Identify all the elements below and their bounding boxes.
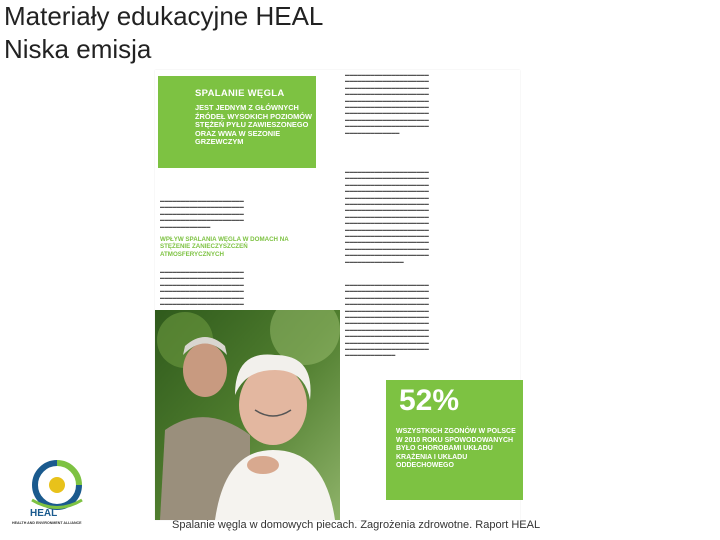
- coal-burning-box: [158, 76, 316, 168]
- elderly-couple-photo: [155, 310, 340, 520]
- text-column-right-3: ▬▬▬▬▬▬▬▬▬▬▬▬▬▬▬▬▬▬▬▬ ▬▬▬▬▬▬▬▬▬▬▬▬▬▬▬▬▬▬▬▬ ▬▬▬▬▬▬▬▬▬▬▬▬▬▬▬▬▬▬▬▬ ▬▬▬▬▬▬▬▬▬▬▬▬▬▬▬▬▬▬▬▬ ▬▬▬▬▬▬▬▬▬▬▬▬▬▬▬▬▬▬▬▬ ▬▬▬▬▬▬▬▬▬▬▬▬▬▬▬▬▬▬▬▬ ▬▬▬▬▬▬▬▬▬▬▬▬▬▬▬▬▬▬▬▬ ▬▬▬▬▬▬▬▬▬▬▬▬▬▬▬▬▬▬▬▬ ▬▬▬▬▬▬▬▬▬▬▬▬▬▬▬▬▬▬▬▬ ▬▬▬▬▬▬▬▬▬▬▬▬▬▬▬▬▬▬▬▬ ▬▬▬▬▬▬▬▬▬▬▬▬▬▬▬▬▬▬▬▬ ▬▬▬▬▬▬▬▬▬▬▬▬: [345, 282, 429, 358]
- text-column-right-2: ▬▬▬▬▬▬▬▬▬▬▬▬▬▬▬▬▬▬▬▬ ▬▬▬▬▬▬▬▬▬▬▬▬▬▬▬▬▬▬▬▬ ▬▬▬▬▬▬▬▬▬▬▬▬▬▬▬▬▬▬▬▬ ▬▬▬▬▬▬▬▬▬▬▬▬▬▬▬▬▬▬▬▬ ▬▬▬▬▬▬▬▬▬▬▬▬▬▬▬▬▬▬▬▬ ▬▬▬▬▬▬▬▬▬▬▬▬▬▬▬▬▬▬▬▬ ▬▬▬▬▬▬▬▬▬▬▬▬▬▬▬▬▬▬▬▬ ▬▬▬▬▬▬▬▬▬▬▬▬▬▬▬▬▬▬▬▬ ▬▬▬▬▬▬▬▬▬▬▬▬▬▬▬▬▬▬▬▬ ▬▬▬▬▬▬▬▬▬▬▬▬▬▬▬▬▬▬▬▬ ▬▬▬▬▬▬▬▬▬▬▬▬▬▬▬▬▬▬▬▬ ▬▬▬▬▬▬▬▬▬▬▬▬▬▬▬▬▬▬▬▬ ▬▬▬▬▬▬▬▬▬▬▬▬▬▬▬▬▬▬▬▬ ▬▬▬▬▬▬▬▬▬▬▬▬▬▬▬▬▬▬▬▬ ▬▬▬▬▬▬▬▬▬▬▬▬▬▬: [345, 169, 429, 264]
- logo-label: HEAL: [30, 508, 58, 519]
- text-column-left-2: ▬▬▬▬▬▬▬▬▬▬▬▬▬▬▬▬▬▬▬▬ ▬▬▬▬▬▬▬▬▬▬▬▬▬▬▬▬▬▬▬▬ ▬▬▬▬▬▬▬▬▬▬▬▬▬▬▬▬▬▬▬▬ ▬▬▬▬▬▬▬▬▬▬▬▬▬▬▬▬▬▬▬▬ ▬▬▬▬▬▬▬▬▬▬▬▬▬▬▬▬▬▬▬▬ ▬▬▬▬▬▬▬▬▬▬▬▬▬▬▬▬▬▬▬▬: [160, 269, 244, 307]
- title-line-2: Niska emisja: [4, 34, 152, 64]
- stat-description: WSZYSTKICH ZGONÓW W POLSCE W 2010 ROKU SPOWODOWANYCH BYŁO CHOROBAMI UKŁADU KRĄŻENIA I UKŁADU ODDECHOWEGO: [396, 428, 516, 470]
- logo-subtitle: HEALTH AND ENVIRONMENT ALLIANCE: [12, 521, 82, 525]
- statistic-box: [386, 380, 523, 500]
- title-line-1: Materiały edukacyjne HEAL: [4, 1, 324, 31]
- text-column-top-right: ▬▬▬▬▬▬▬▬▬▬▬▬▬▬▬▬▬▬▬▬ ▬▬▬▬▬▬▬▬▬▬▬▬▬▬▬▬▬▬▬▬ ▬▬▬▬▬▬▬▬▬▬▬▬▬▬▬▬▬▬▬▬ ▬▬▬▬▬▬▬▬▬▬▬▬▬▬▬▬▬▬▬▬ ▬▬▬▬▬▬▬▬▬▬▬▬▬▬▬▬▬▬▬▬ ▬▬▬▬▬▬▬▬▬▬▬▬▬▬▬▬▬▬▬▬ ▬▬▬▬▬▬▬▬▬▬▬▬▬▬▬▬▬▬▬▬ ▬▬▬▬▬▬▬▬▬▬▬▬▬▬▬▬▬▬▬▬ ▬▬▬▬▬▬▬▬▬▬▬▬▬▬▬▬▬▬▬▬ ▬▬▬▬▬▬▬▬▬▬▬▬▬: [345, 72, 429, 135]
- slide-title: [4, 0, 323, 66]
- slide-caption: Spalanie węgla w domowych piecach. Zagrożenia zdrowotne. Raport HEAL: [172, 519, 541, 531]
- box-text: JEST JEDNYM Z GŁÓWNYCH ŹRÓDEŁ WYSOKICH POZIOMÓW STĘŻEŃ PYŁU ZAWIESZONEGO ORAZ WWA W SEZONIE GRZEWCZYM: [195, 103, 313, 146]
- stat-value: 52%: [399, 384, 460, 417]
- heal-logo: [12, 455, 102, 535]
- box-heading: SPALANIE WĘGLA: [195, 88, 285, 99]
- text-column-left: ▬▬▬▬▬▬▬▬▬▬▬▬▬▬▬▬▬▬▬▬ ▬▬▬▬▬▬▬▬▬▬▬▬▬▬▬▬▬▬▬▬ ▬▬▬▬▬▬▬▬▬▬▬▬▬▬▬▬▬▬▬▬ ▬▬▬▬▬▬▬▬▬▬▬▬▬▬▬▬▬▬▬▬ ▬▬▬▬▬▬▬▬▬▬▬▬: [160, 198, 244, 229]
- section-subheading: WPŁYW SPALANIA WĘGLA W DOMACH NA STĘŻENIE ZANIECZYSZCZEŃ ATMOSFERYCZNYCH: [160, 236, 289, 258]
- heal-logo-mark: [12, 455, 102, 510]
